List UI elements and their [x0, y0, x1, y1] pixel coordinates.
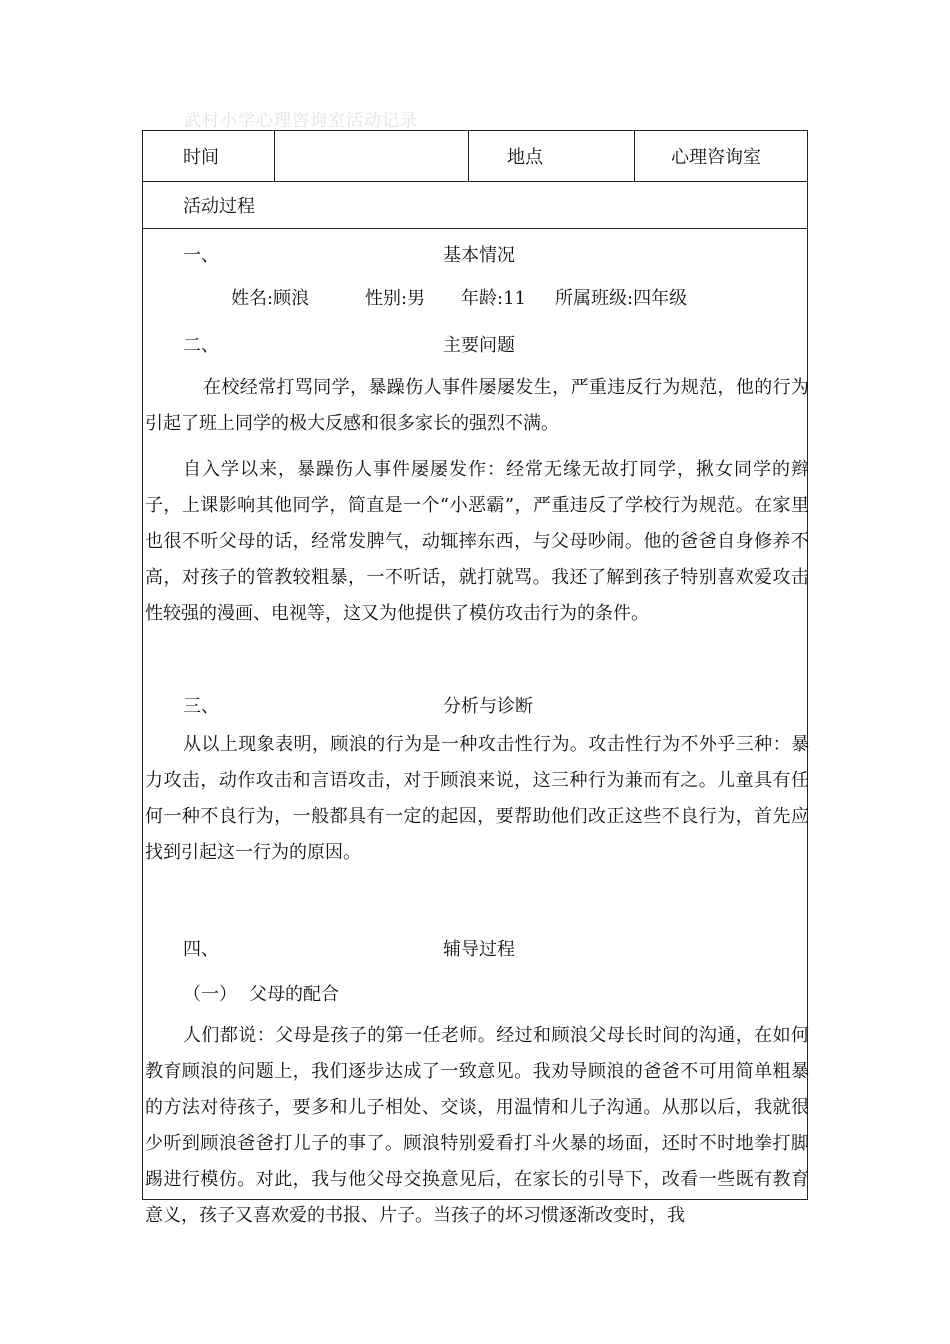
section-number: 四、	[183, 939, 219, 960]
section-number: 三、	[183, 696, 219, 717]
subsection-title: 父母的配合	[249, 984, 339, 1005]
student-name: 姓名:顾浪	[231, 288, 310, 309]
guidance-paragraph: 人们都说：父母是孩子的第一任老师。经过和顾浪父母长时间的沟通，在如何教育顾浪的问题上，我们逐步达成了一致意见。我劝导顾浪的爸爸不可用简单粗暴的方法对待孩子，要多和儿子相处、交谈，用温情和儿子沟通。从那以后，我就很少听到顾浪爸爸打儿子的事了。顾浪特别爱看打斗火暴的场面，还时不时地拳打脚踢进行模仿。对此，我与他父母交换意见后，在家长的引导下，改看一些既有教育意义，孩子又喜欢爱的书报、片子。当孩子的坏习惯逐渐改变时，我	[145, 1025, 809, 1226]
time-value	[275, 131, 469, 181]
activity-content	[143, 229, 807, 1234]
section-heading-1	[143, 229, 807, 274]
section-number: 二、	[183, 335, 219, 356]
place-value: 心理咨询室	[671, 147, 761, 168]
watermark-text: 武村小学心理咨询室活动记录	[184, 111, 418, 131]
analysis-paragraph: 从以上现象表明，顾浪的行为是一种攻击性行为。攻击性行为不外乎三种：暴力攻击，动作攻击和言语攻击，对于顾浪来说，这三种行为兼而有之。儿童具有任何一种不良行为，一般都具有一定的起因，要帮助他们改正这些不良行为，首先应找到引起这一行为的原因。	[145, 734, 809, 863]
place-label: 地点	[469, 131, 635, 181]
spacer	[143, 632, 807, 680]
subsection-number: （一）	[183, 984, 237, 1005]
problem-paragraph-2: 自入学以来，暴躁伤人事件屡屡发作：经常无缘无故打同学，揪女同学的辫子，上课影响其他同学，简直是一个“小恶霸”，严重违反了学校行为规范。在家里也很不听父母的话，经常发脾气，动辄摔东西，与父母吵闹。他的爸爸自身修养不高，对孩子的管教较粗暴，一不听话，就打就骂。我还了解到孩子特别喜欢爱攻击性较强的漫画、电视等，这又为他提供了模仿攻击行为的条件。	[145, 459, 809, 624]
activity-label: 活动过程	[143, 182, 807, 229]
student-age: 年龄:11	[461, 288, 526, 309]
section-heading-2	[143, 319, 807, 364]
student-gender: 性别:男	[365, 288, 426, 309]
spacer	[143, 871, 807, 923]
section-heading-3	[143, 680, 807, 725]
section-heading-4	[143, 923, 807, 968]
subsection-heading	[143, 968, 807, 1014]
student-class: 所属班级:四年级	[555, 288, 688, 309]
time-label: 时间	[143, 131, 275, 181]
section-title: 辅导过程	[443, 939, 515, 960]
section-title: 主要问题	[443, 335, 515, 356]
record-table	[142, 130, 809, 1226]
section-title: 基本情况	[443, 245, 515, 266]
header-row	[143, 131, 807, 182]
section-title: 分析与诊断	[443, 696, 533, 717]
problem-paragraph-1: 在校经常打骂同学，暴躁伤人事件屡屡发生，严重违反行为规范，他的行为引起了班上同学的极大反感和很多家长的强烈不满。	[145, 377, 809, 434]
basic-info-line	[143, 274, 807, 319]
section-number: 一、	[183, 245, 219, 266]
